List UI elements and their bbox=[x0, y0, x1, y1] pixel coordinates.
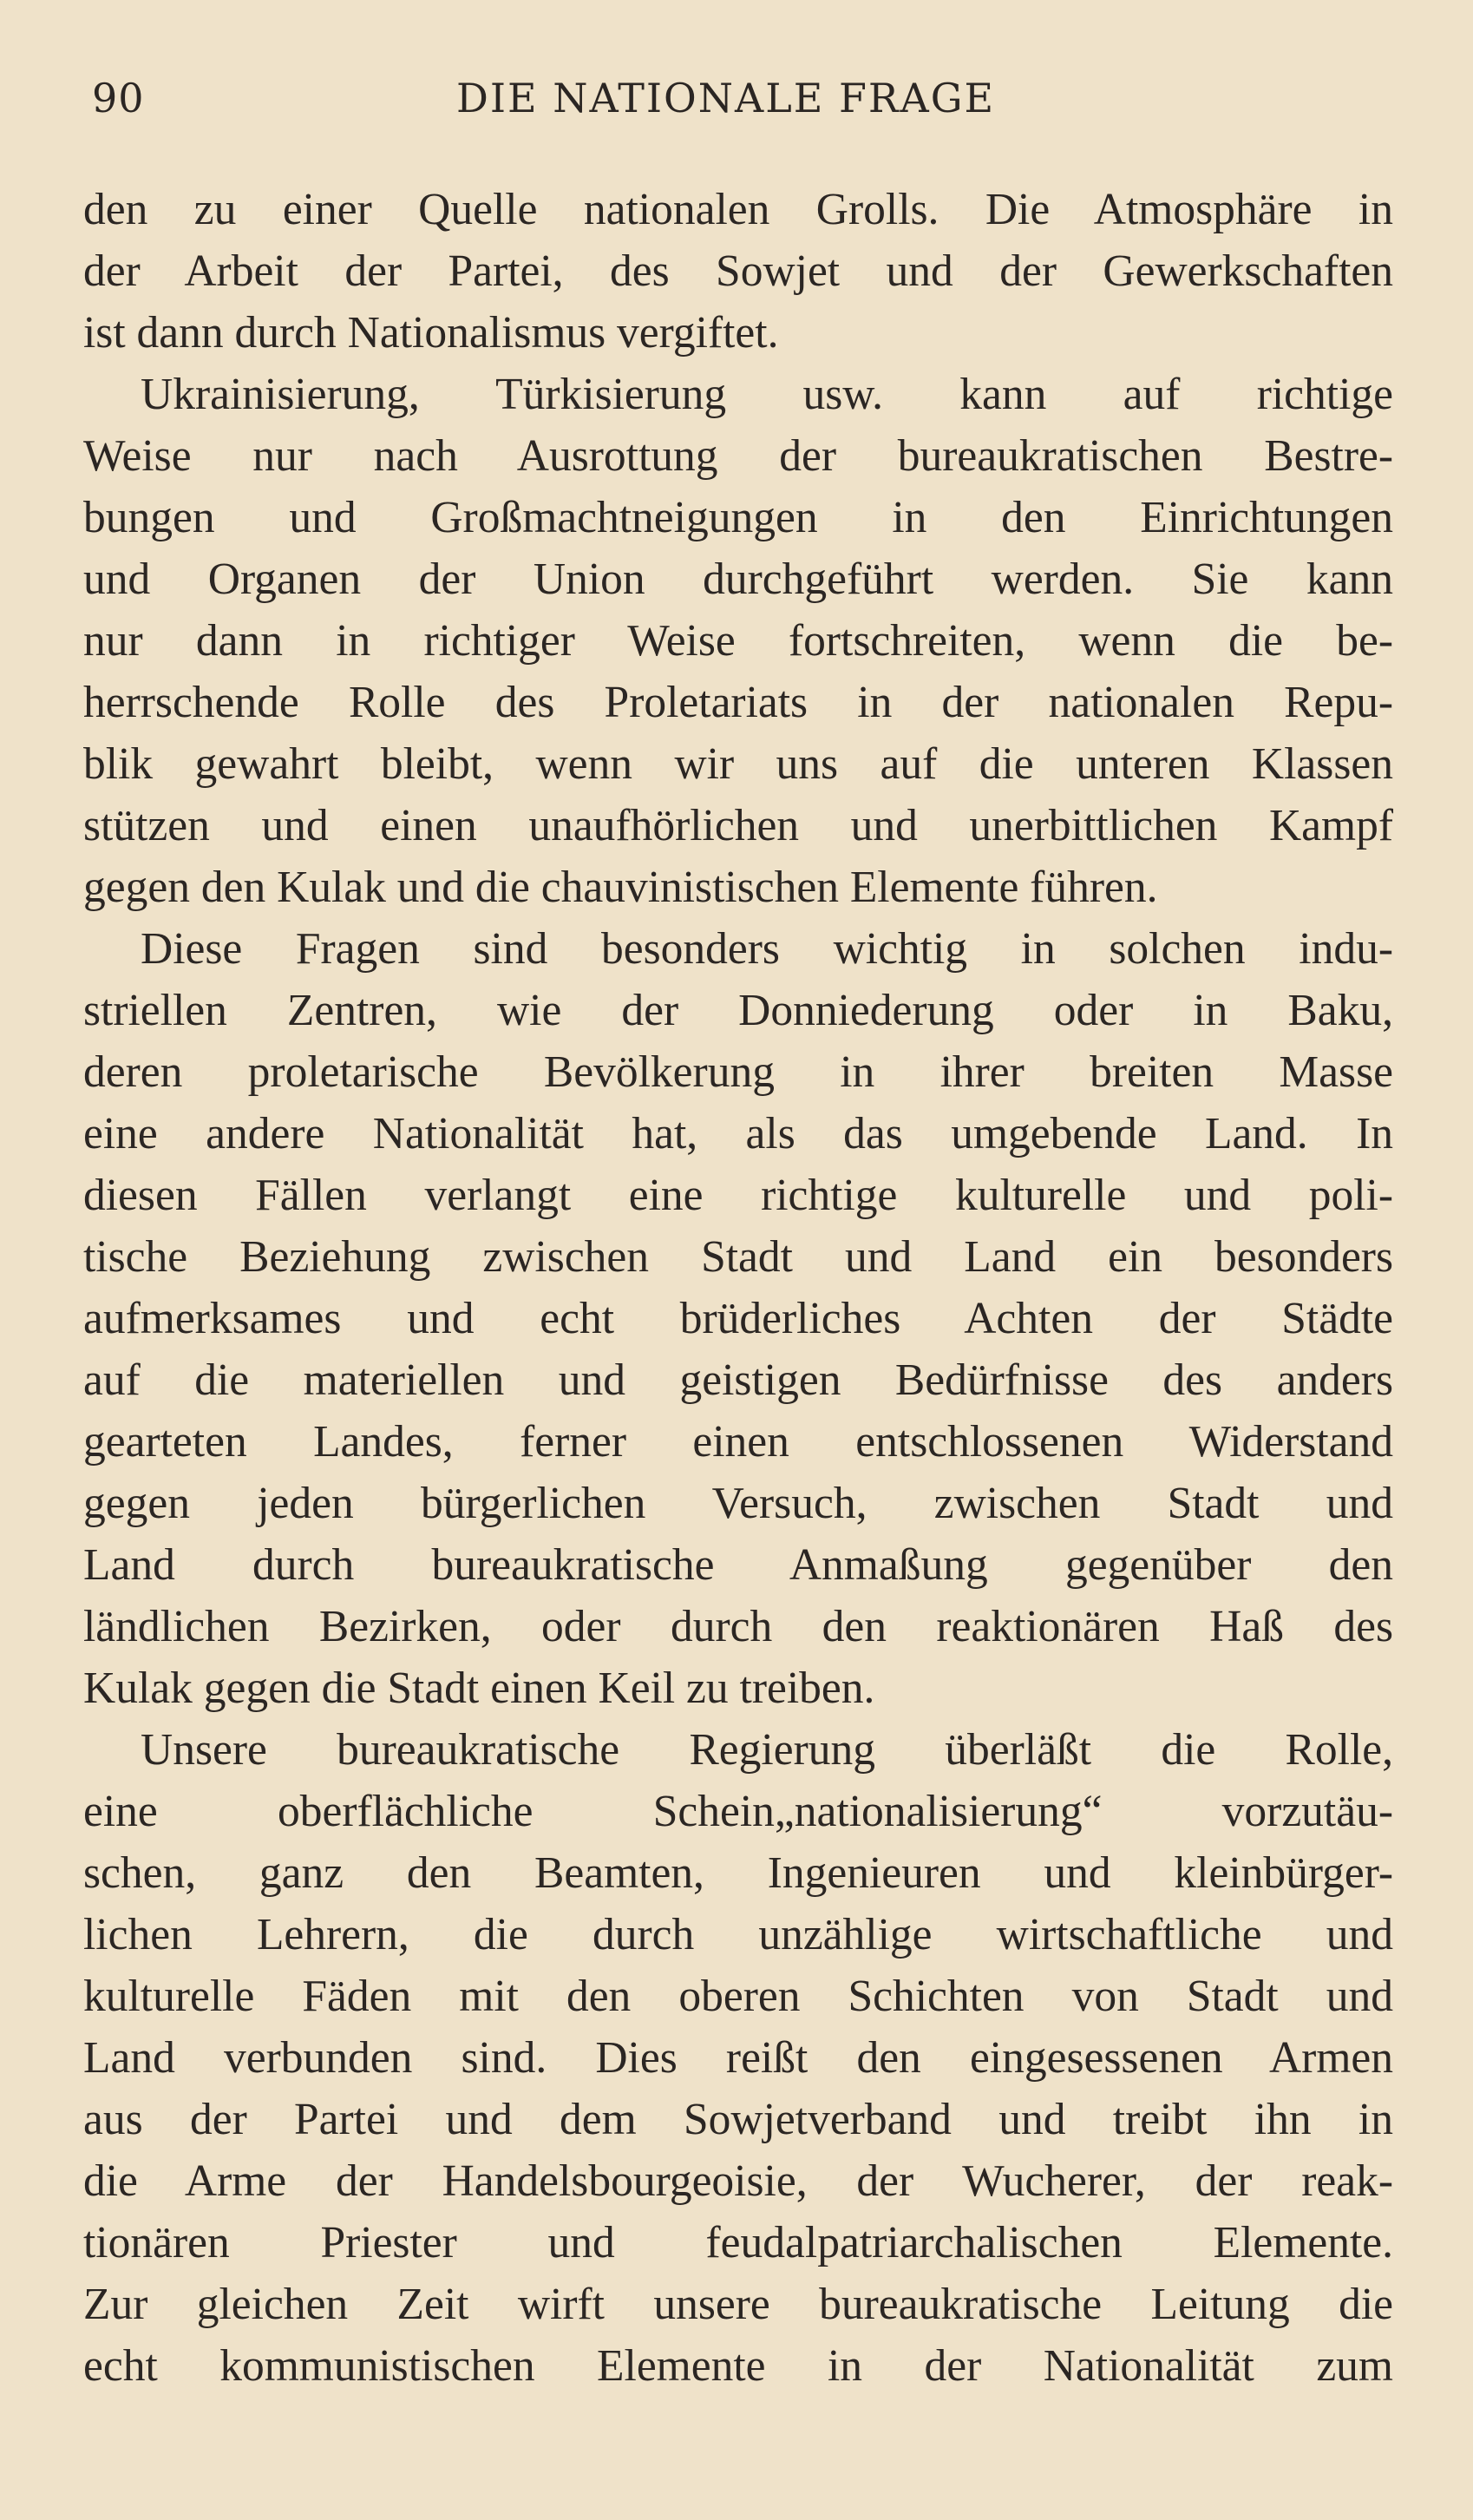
running-head bbox=[83, 69, 1393, 139]
text-line: gegen jeden bürgerlichen Versuch, zwischen Stadt und bbox=[83, 1479, 1393, 1528]
text-line: aufmerksames und echt brüderliches Achten der Städte bbox=[83, 1294, 1393, 1343]
text-line: tische Beziehung zwischen Stadt und Land ein besonders bbox=[83, 1232, 1393, 1282]
text-line: striellen Zentren, wie der Donniederung oder in Baku, bbox=[83, 986, 1393, 1035]
text-line: Weise nur nach Ausrottung der bureaukratischen Bestre- bbox=[83, 431, 1393, 481]
text-line: kulturelle Fäden mit den oberen Schichten von Stadt und bbox=[83, 1972, 1393, 2021]
paragraph bbox=[83, 364, 1393, 918]
text-line: tionären Priester und feudalpatriarchalischen Elemente. bbox=[83, 2218, 1393, 2267]
text-line: echt kommunistischen Elemente in der Nationalität zum bbox=[83, 2341, 1393, 2391]
text-line: und Organen der Union durchgeführt werden. Sie kann bbox=[83, 555, 1393, 604]
text-line: blik gewahrt bleibt, wenn wir uns auf die unteren Klassen bbox=[83, 739, 1393, 789]
chapter-title: DIE NATIONALE FRAGE bbox=[456, 75, 996, 121]
text-line: der Arbeit der Partei, des Sowjet und der Gewerkschaften bbox=[83, 246, 1393, 296]
text-line: eine oberflächliche Schein„nationalisierung“ vorzutäu- bbox=[83, 1787, 1393, 1836]
text-line: Unsere bureaukratische Regierung überläßt die Rolle, bbox=[141, 1725, 1393, 1775]
text-line: lichen Lehrern, die durch unzählige wirtschaftliche und bbox=[83, 1910, 1393, 1959]
body-text bbox=[83, 179, 1393, 2397]
text-line: die Arme der Handelsbourgeoisie, der Wucherer, der reak- bbox=[83, 2156, 1393, 2206]
text-line: Diese Fragen sind besonders wichtig in solchen indu- bbox=[141, 924, 1393, 974]
text-line: diesen Fällen verlangt eine richtige kulturelle und poli- bbox=[83, 1171, 1393, 1220]
text-line: eine andere Nationalität hat, als das umgebende Land. In bbox=[83, 1109, 1393, 1158]
text-line: Zur gleichen Zeit wirft unsere bureaukratische Leitung die bbox=[83, 2280, 1393, 2329]
text-line: Land verbunden sind. Dies reißt den eingesessenen Armen bbox=[83, 2033, 1393, 2083]
text-line: nur dann in richtiger Weise fortschreiten, wenn die be- bbox=[83, 616, 1393, 666]
text-line: gegen den Kulak und die chauvinistischen Elemente führen. bbox=[83, 863, 1158, 912]
text-line: Ukrainisierung, Türkisierung usw. kann auf richtige bbox=[141, 370, 1393, 419]
paragraph bbox=[83, 918, 1393, 1719]
text-line: ist dann durch Nationalismus vergiftet. bbox=[83, 308, 779, 358]
text-line: ländlichen Bezirken, oder durch den reaktionären Haß des bbox=[83, 1602, 1393, 1651]
text-line: den zu einer Quelle nationalen Grolls. Die Atmosphäre in bbox=[83, 185, 1393, 234]
text-line: Land durch bureaukratische Anmaßung gegenüber den bbox=[83, 1540, 1393, 1590]
text-line: auf die materiellen und geistigen Bedürfnisse des anders bbox=[83, 1355, 1393, 1405]
page-number: 90 bbox=[92, 75, 145, 121]
paragraph bbox=[83, 1719, 1393, 2397]
paragraph bbox=[83, 179, 1393, 364]
text-line: deren proletarische Bevölkerung in ihrer breiten Masse bbox=[83, 1047, 1393, 1097]
text-line: aus der Partei und dem Sowjetverband und treibt ihn in bbox=[83, 2095, 1393, 2144]
text-line: schen, ganz den Beamten, Ingenieuren und kleinbürger- bbox=[83, 1848, 1393, 1898]
text-line: bungen und Großmachtneigungen in den Einrichtungen bbox=[83, 493, 1393, 542]
text-line: herrschende Rolle des Proletariats in der nationalen Repu- bbox=[83, 678, 1393, 727]
text-line: Kulak gegen die Stadt einen Keil zu treiben. bbox=[83, 1664, 875, 1713]
text-line: stützen und einen unaufhörlichen und unerbittlichen Kampf bbox=[83, 801, 1393, 850]
text-line: gearteten Landes, ferner einen entschlossenen Widerstand bbox=[83, 1417, 1393, 1467]
